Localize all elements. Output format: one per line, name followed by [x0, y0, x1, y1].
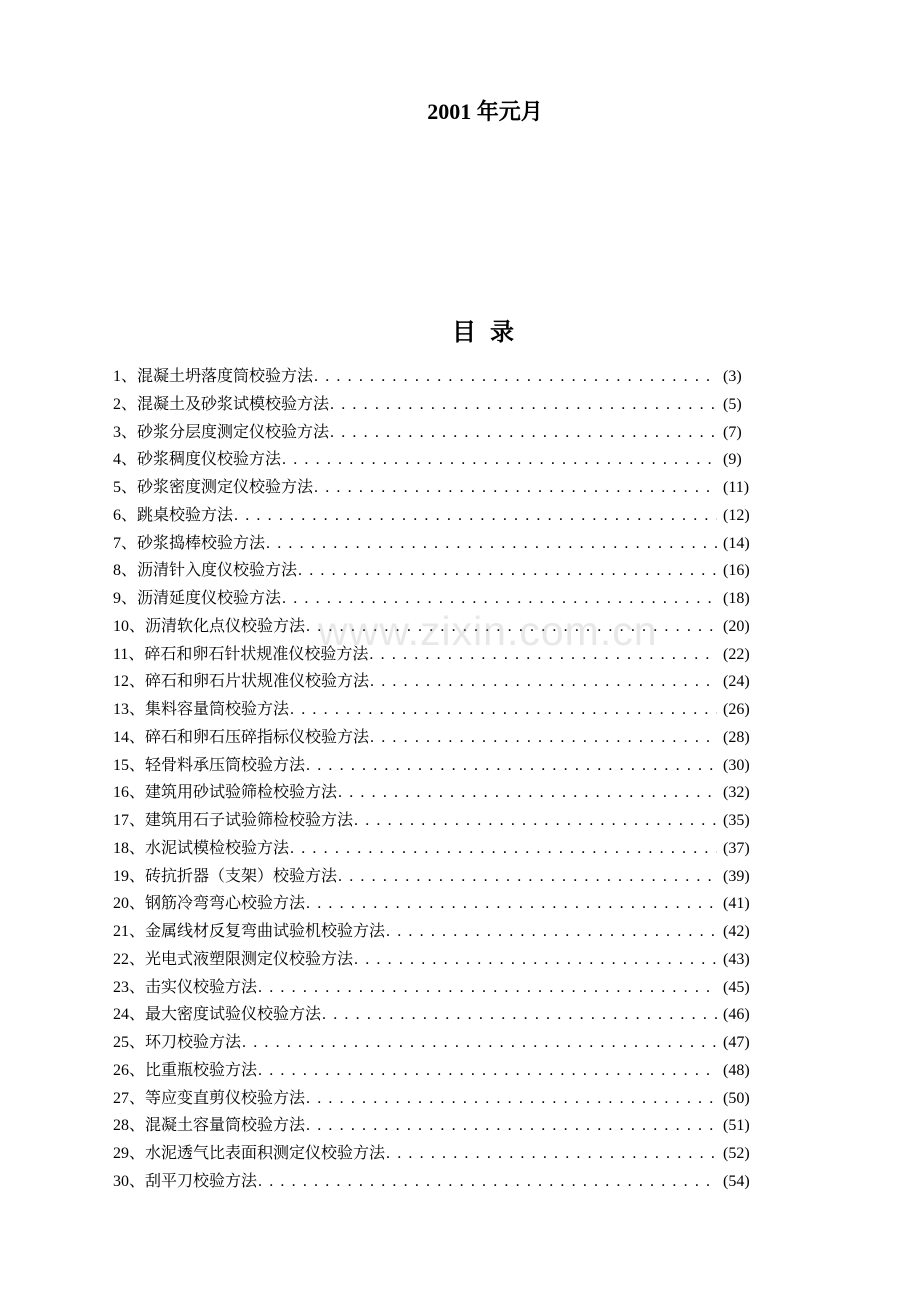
toc-entry-title: 10、沥清软化点仪校验方法 [113, 617, 306, 635]
toc-entry[interactable] [113, 641, 755, 669]
toc-entry-title: 16、建筑用砂试验筛检校验方法 [113, 784, 338, 802]
toc-entry-page-number: (39) [723, 867, 750, 885]
toc-dot-leader [330, 391, 717, 419]
toc-entry-title: 5、砂浆密度测定仪校验方法 [113, 479, 314, 496]
toc-entry[interactable] [113, 890, 755, 918]
toc-entry-page-number: (51) [723, 1117, 750, 1135]
toc-entry[interactable] [113, 918, 755, 946]
toc-entry-title: 30、刮平刀校验方法 [113, 1172, 258, 1190]
toc-dot-leader [282, 585, 717, 613]
toc-entry-page-number: (20) [723, 617, 750, 635]
toc-dot-leader [314, 474, 717, 502]
toc-dot-leader [386, 1140, 717, 1168]
toc-entry[interactable] [113, 530, 755, 558]
toc-entry[interactable] [113, 391, 755, 419]
toc-entry-title: 26、比重瓶校验方法 [113, 1061, 258, 1079]
toc-entry-title: 4、砂浆稠度仪校验方法 [113, 451, 282, 469]
toc-entry-page-number: (11) [723, 479, 750, 496]
toc-dot-leader [306, 752, 717, 780]
toc-dot-leader [338, 779, 717, 807]
toc-entry-title: 27、等应变直剪仪校验方法 [113, 1089, 306, 1107]
toc-entry[interactable] [113, 419, 755, 447]
toc-dot-leader [306, 1085, 717, 1113]
toc-entry-page-number: (35) [723, 812, 750, 829]
toc-entry[interactable] [113, 974, 755, 1002]
toc-entry[interactable] [113, 668, 755, 696]
toc-dot-leader [330, 419, 717, 447]
toc-dot-leader [314, 363, 717, 391]
toc-dot-leader [386, 918, 717, 946]
toc-entry[interactable] [113, 752, 755, 780]
toc-entry-title: 21、金属线材反复弯曲试验机校验方法 [113, 923, 386, 940]
toc-entry-title: 22、光电式液塑限测定仪校验方法 [113, 950, 354, 968]
toc-entry-page-number: (54) [723, 1172, 750, 1190]
toc-entry-page-number: (45) [723, 978, 750, 996]
toc-dot-leader [258, 1057, 717, 1085]
toc-entry-title: 25、环刀校验方法 [113, 1034, 242, 1051]
toc-entry-title: 28、混凝土容量筒校验方法 [113, 1117, 306, 1135]
toc-entry-title: 13、集料容量筒校验方法 [113, 701, 290, 718]
toc-entry-page-number: (32) [723, 784, 750, 802]
toc-entry-title: 11、碎石和卵石针状规准仪校验方法 [113, 645, 369, 663]
toc-dot-leader [306, 1112, 717, 1140]
toc-entry[interactable] [113, 724, 755, 752]
toc-dot-leader [298, 557, 717, 585]
toc-dot-leader [338, 863, 717, 891]
toc-entry-title: 29、水泥透气比表面积测定仪校验方法 [113, 1145, 386, 1162]
toc-dot-leader [354, 807, 717, 835]
toc-entry-page-number: (9) [723, 451, 742, 469]
toc-entry-title: 17、建筑用石子试验筛检校验方法 [113, 812, 354, 829]
toc-entry-title: 6、跳桌校验方法 [113, 506, 234, 524]
toc-entry[interactable] [113, 502, 755, 530]
toc-heading: 目 录 [452, 320, 518, 346]
toc-entry-page-number: (24) [723, 673, 750, 691]
toc-entry[interactable] [113, 1112, 755, 1140]
toc-dot-leader [242, 1029, 717, 1057]
toc-entry[interactable] [113, 474, 755, 502]
toc-entry-page-number: (46) [723, 1006, 750, 1024]
toc-entry[interactable] [113, 363, 755, 391]
toc-entry-page-number: (7) [723, 423, 742, 441]
toc-entry-page-number: (41) [723, 895, 750, 913]
toc-entry-page-number: (18) [723, 590, 750, 607]
toc-entry-page-number: (48) [723, 1061, 750, 1079]
toc-entry[interactable] [113, 807, 755, 835]
toc-entry[interactable] [113, 557, 755, 585]
toc-entry-title: 20、钢筋冷弯弯心校验方法 [113, 895, 306, 913]
toc-entry[interactable] [113, 446, 755, 474]
toc-entry-title: 3、砂浆分层度测定仪校验方法 [113, 423, 330, 441]
toc-entry[interactable] [113, 1001, 755, 1029]
toc-entry-title: 15、轻骨料承压筒校验方法 [113, 756, 306, 774]
toc-entry-page-number: (14) [723, 534, 750, 552]
toc-entry-page-number: (22) [723, 645, 750, 663]
toc-entry-title: 12、碎石和卵石片状规准仪校验方法 [113, 673, 370, 691]
toc-entry-page-number: (52) [723, 1145, 750, 1162]
toc-entry-page-number: (42) [723, 923, 750, 940]
toc-entry-page-number: (47) [723, 1034, 750, 1051]
toc-dot-leader [282, 446, 717, 474]
toc-dot-leader [234, 502, 717, 530]
toc-entry-page-number: (28) [723, 728, 750, 746]
toc-entry-title: 1、混凝土坍落度筒校验方法 [113, 368, 314, 385]
toc-dot-leader [370, 668, 717, 696]
toc-dot-leader [290, 696, 717, 724]
toc-dot-leader [369, 641, 717, 669]
toc-entry[interactable] [113, 835, 755, 863]
toc-entry-title: 19、砖抗折器（支架）校验方法 [113, 867, 338, 885]
toc-dot-leader [322, 1001, 717, 1029]
toc-entry-title: 18、水泥试模检校验方法 [113, 839, 290, 857]
toc-entry[interactable] [113, 1085, 755, 1113]
toc-entry-page-number: (37) [723, 839, 750, 857]
toc-entry-page-number: (3) [723, 368, 742, 385]
toc-entry-page-number: (43) [723, 950, 750, 968]
toc-entry-page-number: (26) [723, 701, 750, 718]
toc-dot-leader [290, 835, 717, 863]
table-of-contents [113, 363, 755, 1196]
toc-dot-leader [258, 1168, 717, 1196]
toc-entry[interactable] [113, 1168, 755, 1196]
toc-entry[interactable] [113, 779, 755, 807]
toc-entry-page-number: (50) [723, 1089, 750, 1107]
toc-entry-page-number: (12) [723, 506, 750, 524]
toc-entry-page-number: (5) [723, 395, 742, 413]
toc-entry-title: 7、砂浆捣棒校验方法 [113, 534, 266, 552]
toc-entry[interactable] [113, 696, 755, 724]
toc-dot-leader [354, 946, 717, 974]
toc-entry[interactable] [113, 863, 755, 891]
toc-entry-title: 2、混凝土及砂浆试模校验方法 [113, 395, 330, 413]
toc-dot-leader [370, 724, 717, 752]
toc-entry[interactable] [113, 585, 755, 613]
document-date-title: 2001 年元月 [427, 99, 543, 124]
toc-entry-title: 14、碎石和卵石压碎指标仪校验方法 [113, 728, 370, 746]
watermark: www.zixin.com.cn [318, 608, 658, 654]
toc-dot-leader [306, 890, 717, 918]
toc-entry-page-number: (30) [723, 756, 750, 774]
toc-entry[interactable] [113, 1057, 755, 1085]
toc-entry-title: 9、沥清延度仪校验方法 [113, 590, 282, 607]
toc-dot-leader [306, 613, 717, 641]
toc-dot-leader [258, 974, 717, 1002]
toc-entry-title: 24、最大密度试验仪校验方法 [113, 1006, 322, 1024]
toc-entry-page-number: (16) [723, 562, 750, 580]
toc-entry[interactable] [113, 1029, 755, 1057]
toc-entry-title: 8、沥清针入度仪校验方法 [113, 562, 298, 580]
toc-entry[interactable] [113, 946, 755, 974]
toc-entry[interactable] [113, 1140, 755, 1168]
toc-entry-title: 23、击实仪校验方法 [113, 978, 258, 996]
toc-dot-leader [266, 530, 717, 558]
toc-entry[interactable] [113, 613, 755, 641]
